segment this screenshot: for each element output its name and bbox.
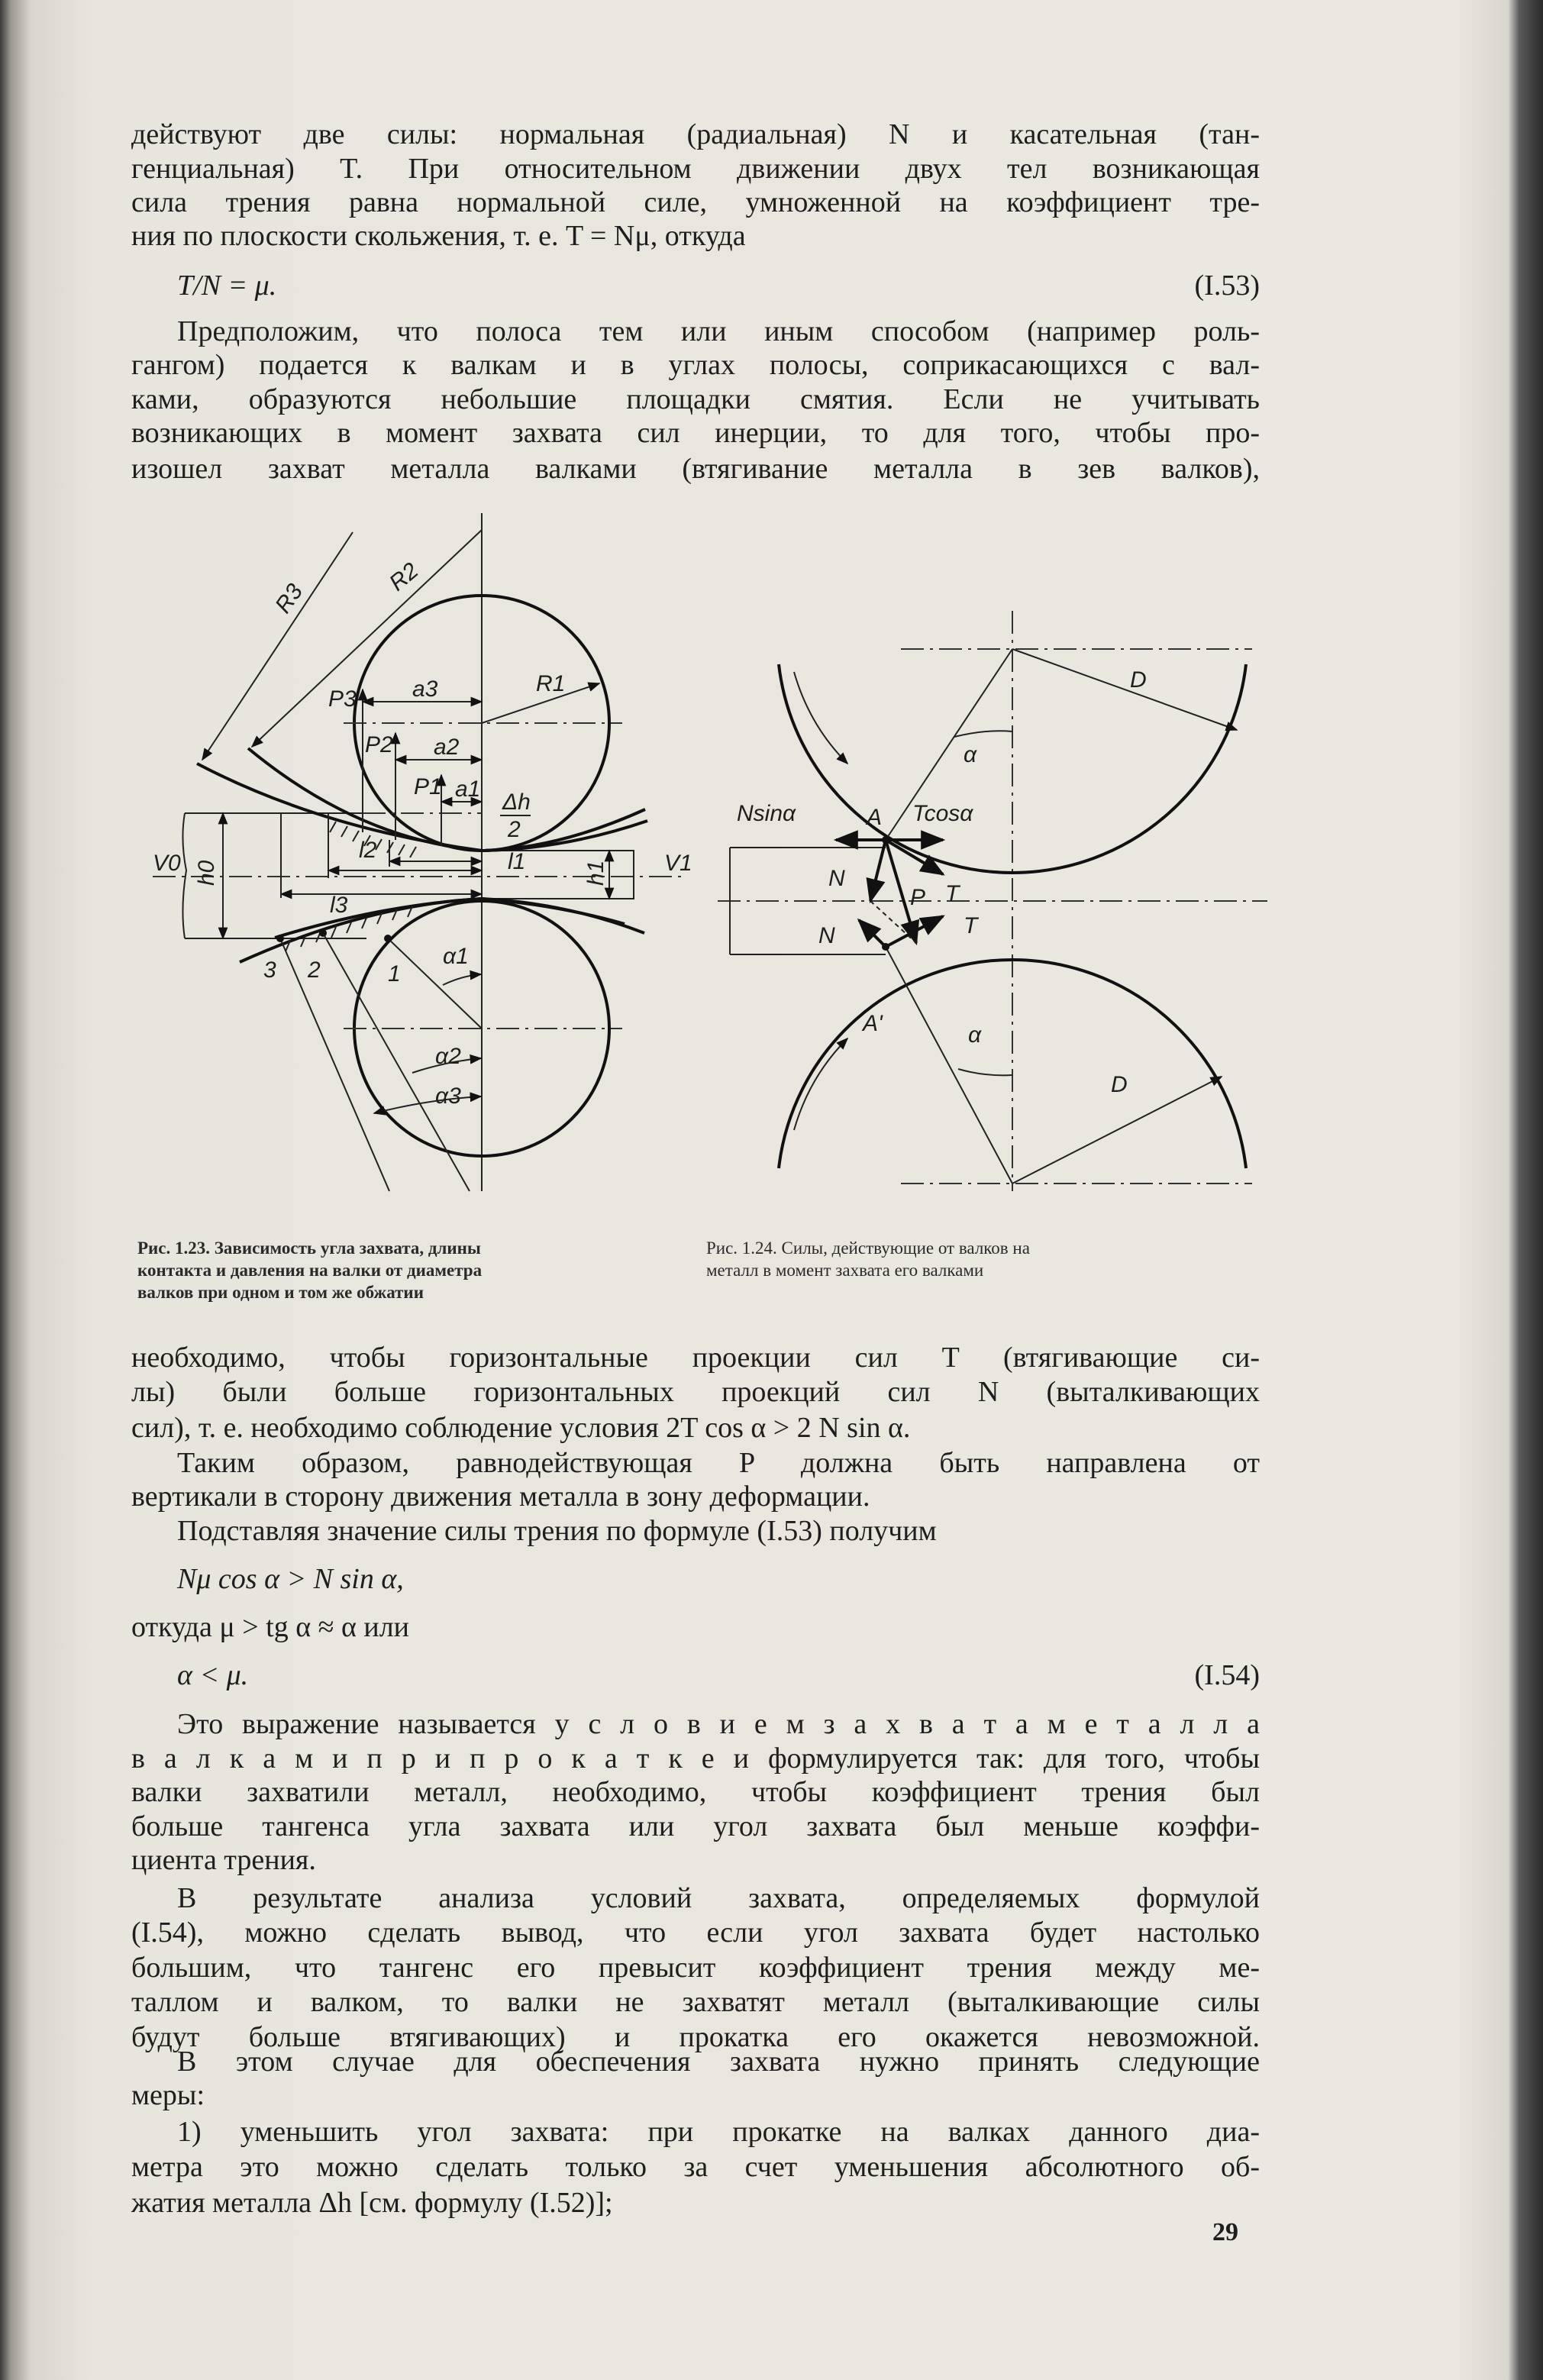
text-line: В результате анализа условий захвата, определяемых формулой <box>177 1882 1260 1914</box>
text-line: таллом и валком, то валки не захватят металл (выталкивающие силы <box>131 1986 1260 2018</box>
label-r3: R3 <box>270 579 308 618</box>
label-a3: a3 <box>412 677 438 702</box>
label-v1: V1 <box>664 851 692 876</box>
label-t-upper: T <box>945 881 960 906</box>
text-line: метра это можно сделать только за счет уменьшения абсолютного об- <box>131 2151 1260 2183</box>
label-point-a: A <box>867 805 883 830</box>
figure-1-23-diagram <box>153 513 692 1191</box>
text-line: будут больше втягивающих) и прокатка его окажется невозможной. <box>131 2021 1260 2053</box>
text-line: в а л к а м и п р и п р о к а т к е и формулируется так: для того, чтобы <box>131 1742 1260 1775</box>
figure-1-24-caption <box>706 1237 1241 1281</box>
label-v0: V0 <box>153 851 181 876</box>
caption-line: контакта и давления на валки от диаметра <box>137 1261 483 1280</box>
label-point-3: 3 <box>263 957 276 983</box>
equation-number: (I.54) <box>1194 1659 1260 1691</box>
text-line: Таким образом, равнодействующая P должна быть направлена от <box>177 1447 1260 1479</box>
r2-leader <box>252 530 482 747</box>
label-h1: h1 <box>583 860 608 886</box>
text-line: изошел захват металла валками (втягивание металла в зев валков), <box>131 453 1260 485</box>
caption-line: Рис. 1.24. Силы, действующие от валков на <box>706 1238 1030 1258</box>
r3-leader <box>202 532 353 760</box>
text-line: большим, что тангенс его превысит коэффициент трения между ме- <box>131 1952 1260 1984</box>
label-t-lower: T <box>964 913 978 938</box>
figure-1-23-caption <box>137 1237 664 1303</box>
label-n-sin-alpha: Nsinα <box>737 801 796 826</box>
text-line: гангом) подается к валкам и в углах полосы, соприкасающихся с вал- <box>131 349 1260 381</box>
label-r1: R1 <box>536 671 566 696</box>
label-delta-h-denominator: 2 <box>508 817 521 842</box>
inequality: Nμ cos α > N sin α, <box>177 1563 404 1595</box>
text-line: сила трения равна нормальной силе, умноженной на коэффициент тре- <box>131 186 1260 218</box>
label-d-bottom: D <box>1111 1072 1128 1097</box>
label-h0: h0 <box>194 860 219 886</box>
label-p2: P2 <box>365 732 393 757</box>
label-t-cos-alpha: Tcosα <box>912 801 973 826</box>
label-p: P <box>910 885 926 910</box>
label-delta-h: Δh <box>502 790 531 815</box>
caption-line: металл в момент захвата его валками <box>706 1261 984 1280</box>
text-line: циента трения. <box>131 1844 316 1876</box>
label-l2: l2 <box>359 838 377 863</box>
label-a2: a2 <box>434 735 460 760</box>
caption-line: валков при одном и том же обжатии <box>137 1283 424 1302</box>
equation-1-54: α < μ. <box>177 1659 249 1691</box>
figure-1-24-diagram <box>718 611 1267 1191</box>
text-line: (I.54), можно сделать вывод, что если угол захвата будет настолько <box>131 1917 1260 1949</box>
equation-number: (I.53) <box>1194 270 1260 302</box>
label-l1: l1 <box>508 849 526 874</box>
text-line: В этом случае для обеспечения захвата нужно принять следующие <box>177 2046 1260 2078</box>
label-point-1: 1 <box>388 961 401 987</box>
label-alpha3: α3 <box>435 1083 461 1109</box>
equation-1-53: T/N = μ. <box>177 270 277 302</box>
label-d-top: D <box>1130 667 1147 693</box>
label-alpha-top: α <box>964 742 977 767</box>
label-l3: l3 <box>330 893 348 918</box>
text-line: Подставляя значение силы трения по формуле (I.53) получим <box>177 1515 937 1547</box>
text-line: жатия металла Δh [см. формулу (I.52)]; <box>131 2187 613 2219</box>
text-line: откуда μ > tg α ≈ α или <box>131 1611 410 1643</box>
text-line: ками, образуются небольшие площадки смятия. Если не учитывать <box>131 383 1260 415</box>
page-number: 29 <box>1212 2218 1238 2246</box>
label-n-upper: N <box>828 866 845 891</box>
label-p3: P3 <box>328 686 357 712</box>
text-line: необходимо, чтобы горизонтальные проекции сил T (втягивающие си- <box>131 1342 1260 1374</box>
label-alpha2: α2 <box>435 1044 461 1069</box>
text-line: Это выражение называется у с л о в и е м з а х в а т а м е т а л л а <box>177 1708 1260 1740</box>
label-p1: P1 <box>414 774 442 799</box>
text-line: действуют две силы: нормальная (радиальная) N и касательная (тан- <box>131 118 1260 150</box>
strip-exit <box>482 851 634 899</box>
text-line: 1) уменьшить угол захвата: при прокатке на валках данного диа- <box>177 2116 1260 2148</box>
label-alpha1: α1 <box>443 944 469 969</box>
caption-line: Рис. 1.23. Зависимость угла захвата, длины <box>137 1238 481 1258</box>
text-line: больше тангенса угла захвата или угол захвата был меньше коэффи- <box>131 1810 1260 1842</box>
label-a1: a1 <box>455 777 481 802</box>
text-line: вертикали в сторону движения металла в зону деформации. <box>131 1481 870 1513</box>
text-line: сил), т. е. необходимо соблюдение условия 2T cos α > 2 N sin α. <box>131 1412 911 1444</box>
text-line: возникающих в момент захвата сил инерции, то для того, чтобы про- <box>131 417 1260 449</box>
text-line: генциальная) T. При относительном движении двух тел возникающая <box>131 153 1260 185</box>
label-n-lower: N <box>818 923 835 948</box>
text-line: Предположим, что полоса тем или иным способом (например роль- <box>177 315 1260 347</box>
label-r2: R2 <box>384 557 424 596</box>
label-point-a-prime: A' <box>863 1011 883 1036</box>
text-line: валки захватили металл, необходимо, чтобы коэффициент трения был <box>131 1776 1260 1808</box>
label-alpha-bottom: α <box>968 1022 982 1048</box>
text-line: ния по плоскости скольжения, т. е. T = Nμ, откуда <box>131 220 746 252</box>
label-point-2: 2 <box>308 957 321 983</box>
text-line: меры: <box>131 2079 205 2111</box>
text-line: лы) были больше горизонтальных проекций сил N (выталкивающих <box>131 1376 1260 1408</box>
